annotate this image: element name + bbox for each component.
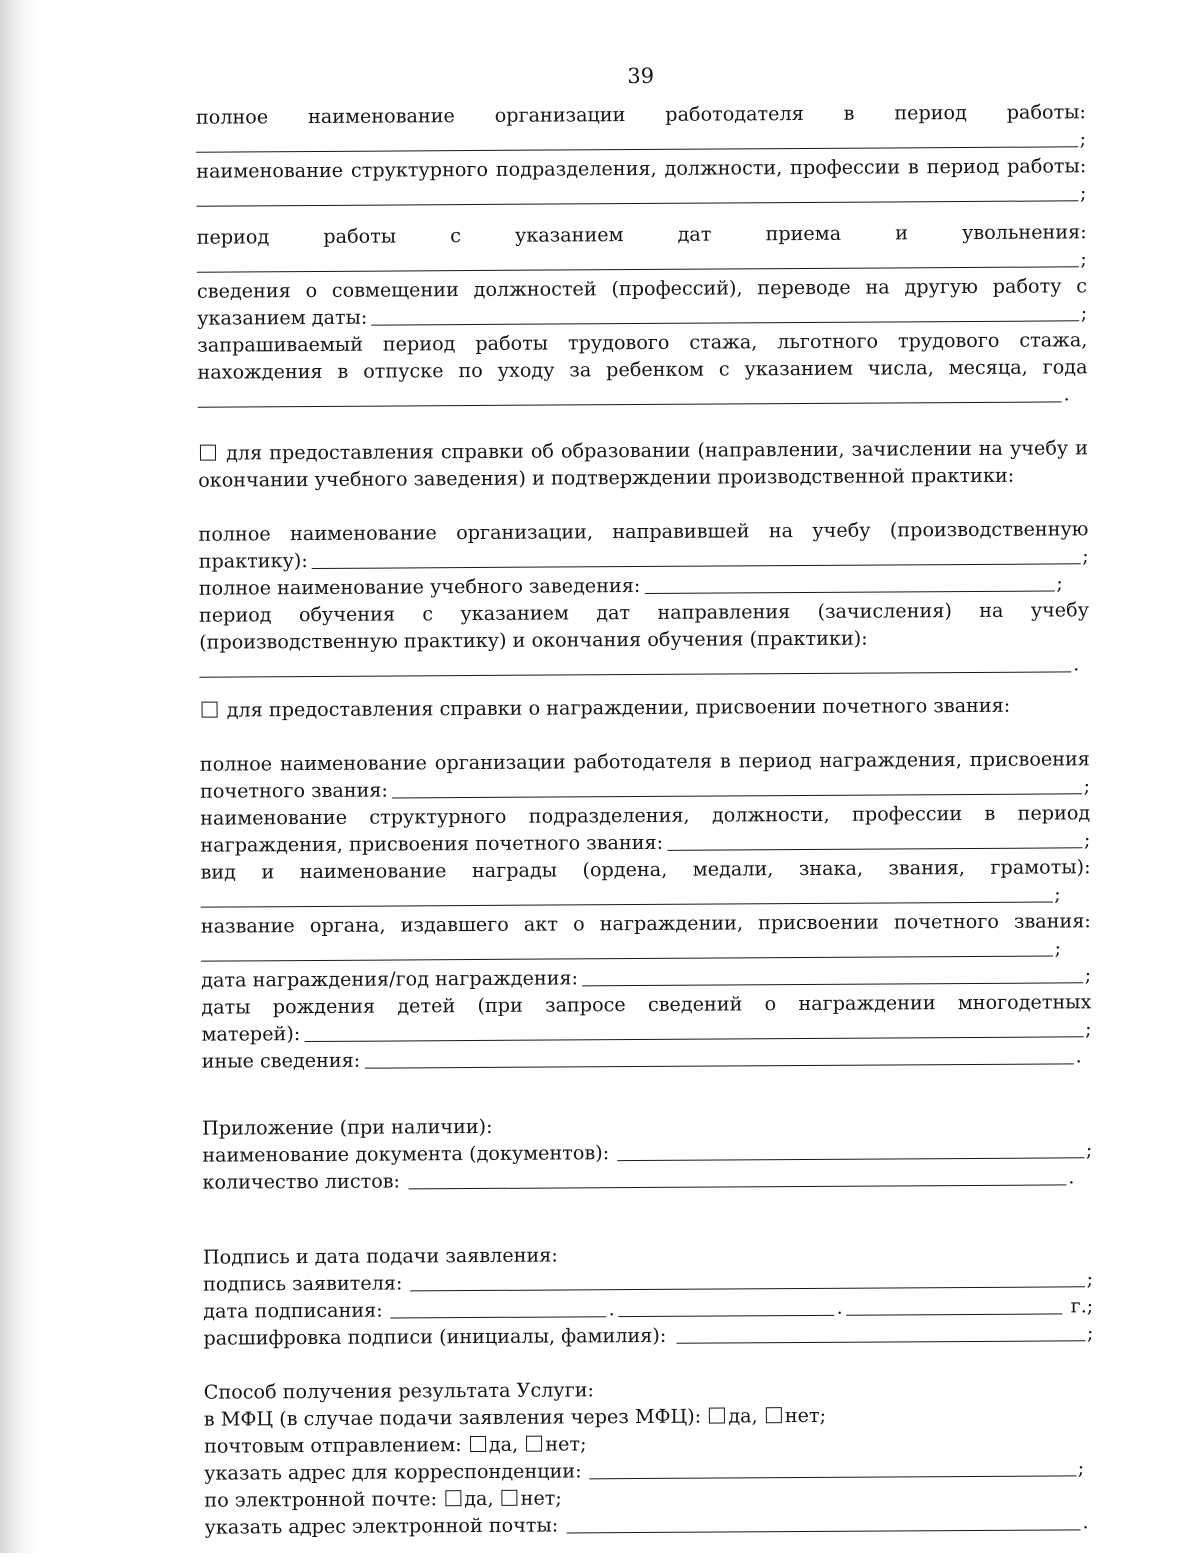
award-other-input-line[interactable] (364, 1044, 1073, 1068)
attachment-doc-input-line[interactable] (617, 1138, 1084, 1161)
work-combination-label: сведения о совмещении должностей (профессий), переводе на другую работу с (196, 274, 1088, 303)
result-address-label: указать адрес для корреспонденции: (204, 1459, 582, 1485)
signing-date-sep-1: . (608, 1297, 615, 1321)
result-email-field[interactable] (204, 1508, 1094, 1540)
award-org-label-1: полное наименование организации работодателя в период награждения, присвоения (199, 747, 1090, 776)
signature-end: ; (1086, 1267, 1094, 1291)
work-period-label: период работы с указанием дат приема и увольнения: (196, 220, 1087, 249)
edu-org-input-line[interactable] (312, 544, 1080, 569)
work-period-end: ; (1080, 247, 1087, 271)
result-post-no-checkbox[interactable] (526, 1436, 542, 1452)
education-heading-text-2: окончании учебного заведения) и подтверждении производственной практики: (198, 463, 1015, 492)
signing-date-sep-2: . (836, 1295, 843, 1319)
edu-org-label-2: практику): (198, 549, 308, 573)
attachment-sheets-input-line[interactable] (408, 1165, 1066, 1189)
signing-date-label: дата подписания: (203, 1298, 383, 1323)
signature-decoding-label: расшифровка подписи (инициалы, фамилия): (203, 1323, 667, 1350)
signature-decoding-end: ; (1086, 1321, 1094, 1345)
result-mfc-no-checkbox[interactable] (766, 1407, 782, 1423)
edu-period-label-1: период обучения с указанием дат направления (зачисления) на учебу (198, 598, 1090, 627)
signature-decoding-input-line[interactable] (676, 1321, 1085, 1343)
award-other-label: иные сведения: (201, 1048, 361, 1073)
education-heading-text-1: для предоставления справки об образовании (направлении, зачислении на учебу и (225, 436, 1089, 465)
award-authority-input-line[interactable] (201, 936, 1053, 961)
result-post-yes-label: да, (488, 1432, 519, 1456)
result-heading: Способ получения результата Услуги: (203, 1378, 595, 1404)
signature-label: подпись заявителя: (203, 1271, 403, 1296)
signing-date-year-suffix: г.; (1070, 1294, 1094, 1318)
result-email-yes-checkbox[interactable] (445, 1490, 461, 1506)
result-post-label: почтовым отправлением: (203, 1433, 462, 1458)
result-address-input-line[interactable] (590, 1456, 1076, 1479)
work-requested-label-1: запрашиваемый период работы трудового стажа, льготного трудового стажа, (197, 328, 1088, 357)
result-mfc-label: в МФЦ (в случае подачи заявления через МФЦ): (203, 1404, 702, 1431)
work-org-label: полное наименование организации работодателя в период работы: (195, 100, 1086, 129)
work-division-label: наименование структурного подразделения, должности, профессии в период работы: (196, 154, 1087, 183)
result-email-label: указать адрес электронной почты: (204, 1513, 559, 1539)
award-org-input-line[interactable] (392, 774, 1082, 798)
result-post-yes[interactable] (468, 1433, 518, 1456)
work-requested-end: . (1063, 382, 1070, 406)
edu-period-input-line[interactable] (199, 652, 1071, 677)
award-checkbox[interactable] (202, 702, 218, 718)
result-email-no[interactable] (500, 1486, 562, 1509)
work-period-input-line[interactable] (197, 247, 1079, 272)
work-division-input-line[interactable] (196, 181, 1078, 206)
award-date-input-line[interactable] (582, 963, 1083, 986)
award-org-label-2: почетного звания: (199, 778, 389, 803)
award-division-input-line[interactable] (667, 828, 1082, 851)
result-email-input-line[interactable] (566, 1510, 1080, 1533)
award-type-label: вид и наименование награды (ордена, медали, знака, звания, грамоты): (200, 855, 1091, 884)
award-type-input-line[interactable] (201, 882, 1053, 907)
work-org-end: ; (1079, 127, 1087, 151)
signing-date-year-line[interactable] (847, 1294, 1063, 1315)
work-combination-end: ; (1080, 301, 1088, 325)
award-authority-label: название органа, издавшего акт о награждении, присвоении почетного звания: (200, 909, 1091, 938)
award-date-label: дата награждения/год награждения: (201, 966, 579, 992)
attachment-heading: Приложение (при наличии): (202, 1114, 493, 1140)
result-post-no-label: нет; (545, 1432, 587, 1456)
work-combination-label-2: указанием даты: (197, 305, 368, 330)
award-children-end: ; (1084, 1017, 1092, 1041)
work-division-end: ; (1079, 181, 1087, 205)
result-email-yes[interactable] (443, 1487, 493, 1510)
award-authority-end: ; (1054, 936, 1062, 960)
signing-date-month-line[interactable] (619, 1296, 835, 1317)
edu-period-label-2: (производственную практику) и окончания обучения (практики): (199, 626, 868, 654)
page-number: 39 (627, 63, 655, 89)
award-division-label-2: награждения, присвоения почетного звания: (200, 830, 664, 857)
award-org-end: ; (1083, 774, 1091, 798)
result-post-yes-checkbox[interactable] (470, 1436, 486, 1452)
edu-school-input-line[interactable] (644, 571, 1054, 594)
form-body (196, 98, 1095, 1540)
attachment-doc-label: наименование документа (документов): (202, 1141, 610, 1167)
award-date-end: ; (1084, 963, 1092, 987)
result-email-opt-label: по электронной почте: (204, 1487, 438, 1512)
result-mfc-yes-checkbox[interactable] (709, 1407, 725, 1423)
work-requested-input-line[interactable] (198, 382, 1062, 407)
award-heading (199, 691, 1089, 723)
edu-org-label-1: полное наименование организации, направившей на учебу (производственную (198, 517, 1089, 546)
edu-org-end: ; (1082, 544, 1089, 568)
result-post-no[interactable] (524, 1432, 586, 1455)
result-mfc-no-label: нет; (784, 1403, 827, 1428)
award-children-input-line[interactable] (304, 1017, 1083, 1042)
result-mfc-yes-label: да, (728, 1404, 758, 1428)
edu-school-end: ; (1056, 571, 1063, 595)
attachment-sheets-label: количество листов: (202, 1169, 401, 1194)
award-division-end: ; (1083, 828, 1091, 852)
award-children-label-1: даты рождения детей (при запросе сведений о награждении многодетных (201, 990, 1092, 1019)
award-other-end: . (1075, 1044, 1082, 1068)
attachment-doc-end: ; (1085, 1138, 1093, 1162)
result-email-yes-label: да, (464, 1486, 494, 1511)
education-checkbox[interactable] (200, 445, 216, 461)
signature-heading: Подпись и дата подачи заявления: (202, 1243, 558, 1269)
work-org-input-line[interactable] (196, 127, 1078, 152)
award-heading-text: для предоставления справки о награждении, присвоении почетного звания: (226, 693, 1011, 722)
signature-input-line[interactable] (410, 1267, 1084, 1291)
signing-date-day-line[interactable] (391, 1297, 607, 1318)
award-children-label-2: матерей): (201, 1022, 301, 1046)
award-type-end: ; (1054, 882, 1061, 906)
work-combination-input-line[interactable] (371, 301, 1078, 325)
result-mfc-no[interactable] (764, 1404, 826, 1427)
result-mfc-yes[interactable] (707, 1404, 757, 1427)
result-email-no-checkbox[interactable] (502, 1490, 518, 1506)
result-email-no-label: нет; (520, 1486, 562, 1510)
edu-school-label: полное наименование учебного заведения: (198, 573, 641, 600)
work-requested-label-2: нахождения в отпуске по уходу за ребенком с указанием числа, месяца, года (197, 355, 1088, 384)
award-division-label-1: наименование структурного подразделения, должности, профессии в период (200, 801, 1091, 830)
edu-period-end: . (1073, 652, 1080, 676)
result-email-end: . (1082, 1510, 1089, 1534)
attachment-sheets-end: . (1068, 1165, 1075, 1189)
result-address-end: ; (1077, 1456, 1085, 1480)
